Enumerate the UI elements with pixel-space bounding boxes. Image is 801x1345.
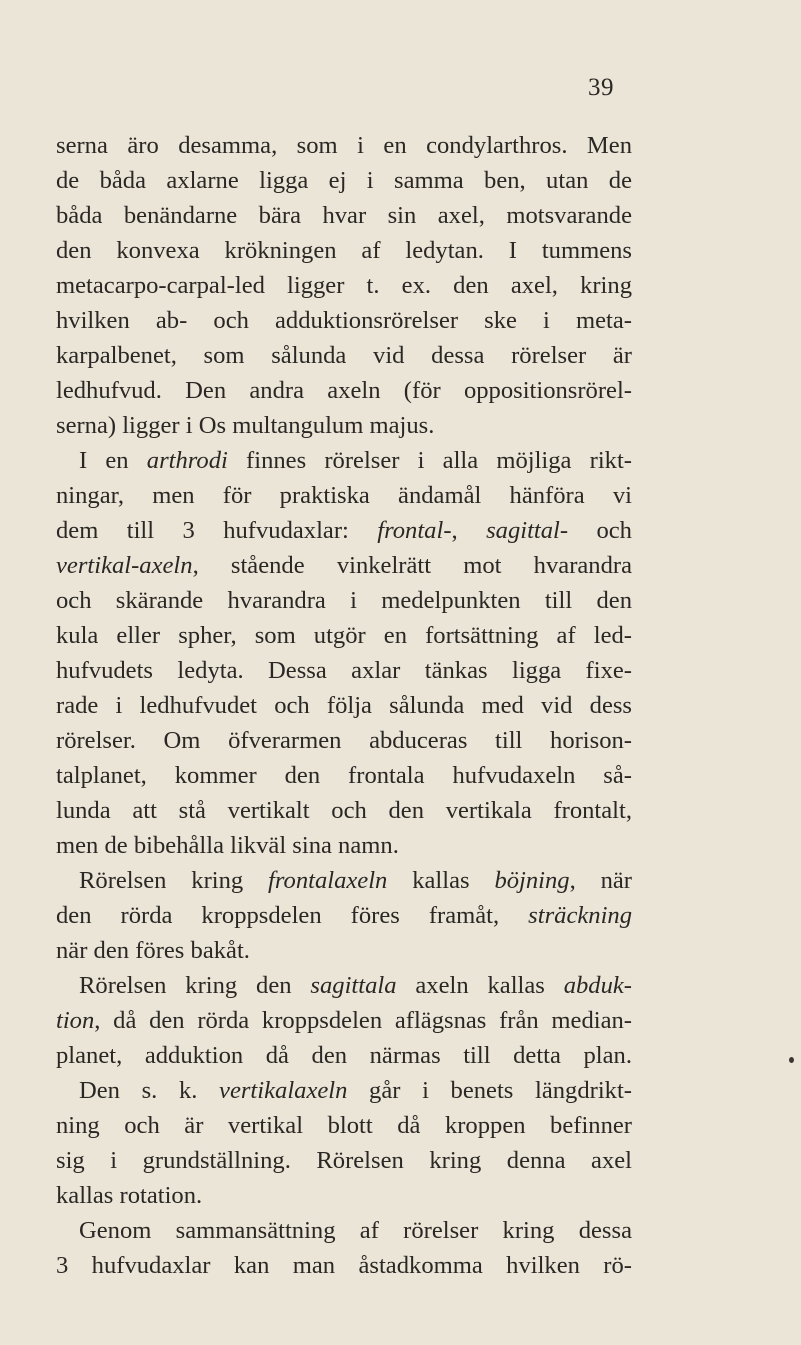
italic-term: sagittala [310, 972, 397, 999]
text-line [56, 968, 632, 1003]
text-line [56, 443, 632, 478]
text-run: metacarpo-carpal-led ligger t. ex. den axel, kring [56, 272, 632, 299]
text-run: , när [569, 867, 632, 894]
italic-term: frontalaxeln [268, 867, 388, 894]
italic-term: tion [56, 1007, 95, 1034]
text-line [56, 338, 632, 373]
text-run: planet, adduktion då den närmas till detta plan. [56, 1042, 632, 1069]
text-run: den konvexa krökningen af ledytan. I tummens [56, 237, 632, 264]
text-run: , [451, 517, 487, 544]
text-run: den rörda kroppsdelen föres framåt, [56, 902, 529, 929]
text-run: Den s. k. [79, 1077, 220, 1104]
text-line [56, 1213, 632, 1248]
text-run: I en [79, 447, 147, 474]
text-run: hufvudets ledyta. Dessa axlar tänkas ligga fixe- [56, 657, 632, 684]
italic-term: sträckning [528, 902, 632, 929]
italic-term: böjning [494, 867, 570, 894]
text-line [56, 618, 632, 653]
text-line [56, 1108, 632, 1143]
text-line [56, 268, 632, 303]
text-line [56, 128, 632, 163]
text-line [56, 723, 632, 758]
text-line [56, 198, 632, 233]
text-run: går i benets längdrikt- [347, 1077, 632, 1104]
text-run: , då den rörda kroppsdelen aflägsnas från median- [94, 1007, 632, 1034]
text-run: men de bibehålla likväl sina namn. [56, 832, 399, 859]
text-run: finnes rörelser i alla möjliga rikt- [227, 447, 632, 474]
text-line [56, 653, 632, 688]
text-run: sig i grundställning. Rörelsen kring denna axel [56, 1147, 632, 1174]
text-run: serna äro desamma, som i en condylarthros. Men [56, 132, 632, 159]
text-run: 3 hufvudaxlar kan man åstadkomma hvilken rö- [56, 1252, 632, 1279]
page-number: 39 [588, 74, 614, 101]
text-line [56, 583, 632, 618]
text-line [56, 513, 632, 548]
text-line [56, 373, 632, 408]
text-run: hvilken ab- och adduktionsrörelser ske i meta- [56, 307, 632, 334]
text-run: och skärande hvarandra i medelpunkten till den [56, 587, 632, 614]
text-run: båda benändarne bära hvar sin axel, motsvarande [56, 202, 632, 229]
italic-term: frontal- [377, 517, 452, 544]
text-run: rörelser. Om öfverarmen abduceras till horison- [56, 727, 632, 754]
text-line [56, 688, 632, 723]
text-run: ning och är vertikal blott då kroppen befinner [56, 1112, 632, 1139]
text-line [56, 163, 632, 198]
text-run: Rörelsen kring [79, 867, 269, 894]
text-run: de båda axlarne ligga ej i samma ben, utan de [56, 167, 632, 194]
text-run: rade i ledhufvudet och följa sålunda med vid dess [56, 692, 632, 719]
text-line [56, 1143, 632, 1178]
text-line [56, 478, 632, 513]
italic-term: vertikal-axeln [56, 552, 193, 579]
text-line [56, 408, 632, 443]
text-line [56, 1038, 632, 1073]
text-run: , stående vinkelrätt mot hvarandra [192, 552, 632, 579]
text-run: när den föres bakåt. [56, 937, 250, 964]
text-line [56, 1178, 632, 1213]
italic-term: arthrodi [146, 447, 228, 474]
text-line [56, 793, 632, 828]
text-run: ningar, men för praktiska ändamål hänföra vi [56, 482, 632, 509]
text-line [56, 548, 632, 583]
text-run: kula eller spher, som utgör en fortsättning af led- [56, 622, 632, 649]
body-text [56, 128, 632, 1283]
text-line [56, 863, 632, 898]
paper-speck [789, 1057, 794, 1063]
text-run: karpalbenet, som sålunda vid dessa rörelser är [56, 342, 632, 369]
text-run: kallas [387, 867, 495, 894]
text-line [56, 233, 632, 268]
text-line [56, 828, 632, 863]
text-line [56, 1073, 632, 1108]
text-run: talplanet, kommer den frontala hufvudaxeln så- [56, 762, 632, 789]
text-run: dem till 3 hufvudaxlar: [56, 517, 378, 544]
text-run: serna) ligger i Os multangulum majus. [56, 412, 435, 439]
italic-term: sagittal- [486, 517, 569, 544]
text-run: lunda att stå vertikalt och den vertikala frontalt, [56, 797, 632, 824]
italic-term: abduk- [563, 972, 632, 999]
italic-term: vertikalaxeln [219, 1077, 348, 1104]
text-line [56, 758, 632, 793]
text-run: axeln kallas [396, 972, 564, 999]
text-line [56, 1248, 632, 1283]
text-run: och [568, 517, 632, 544]
text-run: Rörelsen kring den [79, 972, 311, 999]
text-line [56, 898, 632, 933]
text-line [56, 303, 632, 338]
text-run: kallas rotation. [56, 1182, 203, 1209]
text-line [56, 1003, 632, 1038]
text-line [56, 933, 632, 968]
text-run: ledhufvud. Den andra axeln (för oppositionsrörel- [56, 377, 632, 404]
text-run: Genom sammansättning af rörelser kring dessa [79, 1217, 632, 1244]
